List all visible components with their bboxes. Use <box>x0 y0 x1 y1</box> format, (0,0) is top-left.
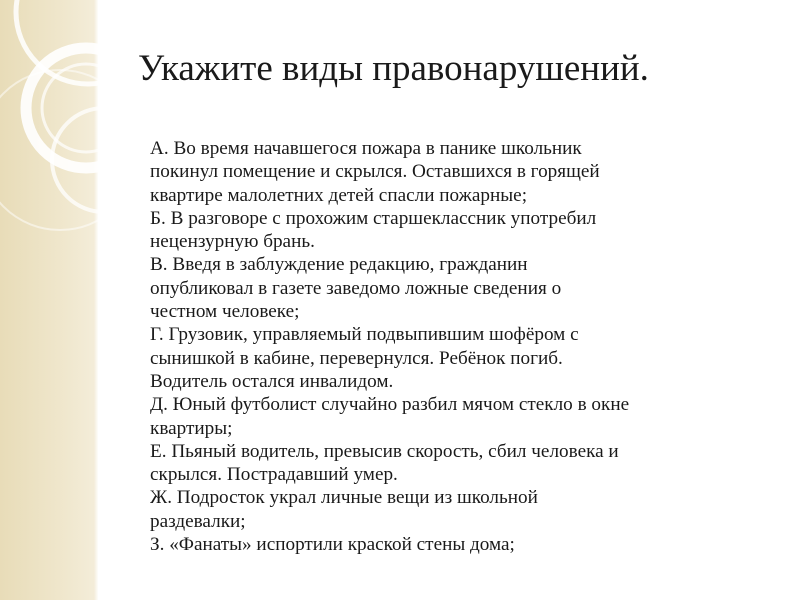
body-line: А. Во время начавшегося пожара в панике школьник <box>150 138 582 159</box>
body-line: Е. Пьяный водитель, превысив скорость, сбил человека и <box>150 440 619 462</box>
body-line: покинул помещение и скрылся. Оставшихся в горящей <box>150 161 600 183</box>
body-line: опубликовал в газете заведомо ложные сведения о <box>150 277 562 299</box>
body-line: Водитель остался инвалидом. <box>150 370 394 392</box>
body-line: честном человеке; <box>150 301 300 323</box>
body-line: квартиры; <box>150 417 233 439</box>
body-line: Ж. Подросток украл личные вещи из школьной <box>150 487 538 509</box>
body-line: Д. Юный футболист случайно разбил мячом стекло в окне <box>150 394 630 416</box>
slide-body <box>150 137 780 556</box>
body-line: скрылся. Пострадавший умер. <box>150 464 398 486</box>
body-line: нецензурную брань. <box>150 231 315 253</box>
body-line: В. Введя в заблуждение редакцию, гражданин <box>150 254 528 276</box>
body-line: раздевалки; <box>150 510 246 532</box>
body-line: Б. В разговоре с прохожим старшеклассник употребил <box>150 207 597 229</box>
body-line: квартире малолетних детей спасли пожарные; <box>150 184 528 206</box>
body-line: Г. Грузовик, управляемый подвыпившим шофёром с <box>150 324 579 346</box>
body-line: сынишкой в кабине, перевернулся. Ребёнок погиб. <box>150 347 563 369</box>
slide-title: Укажите виды правонарушений. <box>138 48 649 89</box>
body-line: З. «Фанаты» испортили краской стены дома; <box>150 534 515 556</box>
